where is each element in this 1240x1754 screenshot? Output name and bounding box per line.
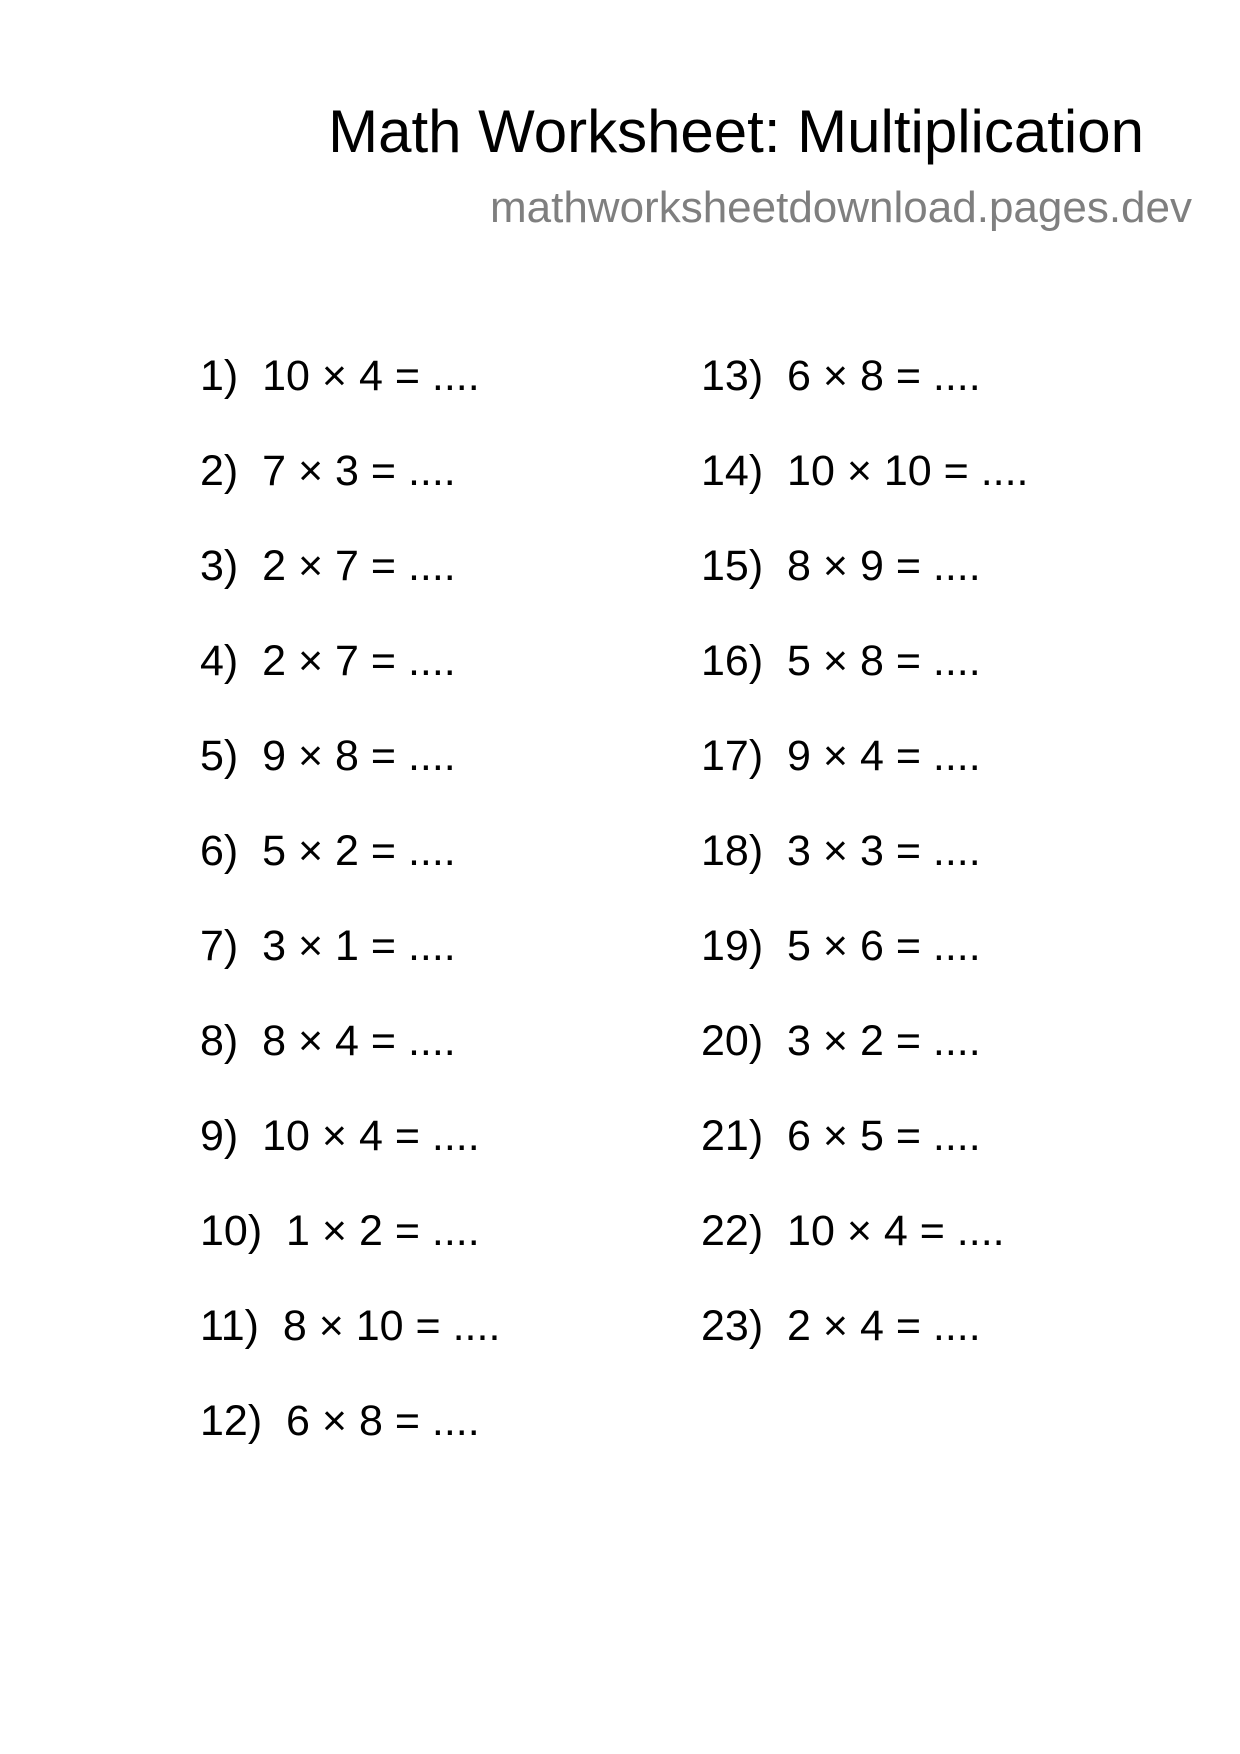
problem-item: 18) 3 × 3 = ....: [701, 827, 981, 875]
problem-item: 14) 10 × 10 = ....: [701, 447, 1029, 495]
problem-item: 3) 2 × 7 = ....: [200, 542, 456, 590]
problem-item: 4) 2 × 7 = ....: [200, 637, 456, 685]
problem-item: 8) 8 × 4 = ....: [200, 1017, 456, 1065]
problem-item: 16) 5 × 8 = ....: [701, 637, 981, 685]
problem-item: 9) 10 × 4 = ....: [200, 1112, 480, 1160]
problem-item: 11) 8 × 10 = ....: [200, 1302, 501, 1350]
problem-item: 12) 6 × 8 = ....: [200, 1397, 480, 1445]
website-url: mathworksheetdownload.pages.dev: [489, 183, 1192, 232]
problem-item: 6) 5 × 2 = ....: [200, 827, 456, 875]
problem-list-left: [200, 346, 500, 1486]
problem-item: 21) 6 × 5 = ....: [701, 1112, 981, 1160]
problem-item: 15) 8 × 9 = ....: [701, 542, 981, 590]
problem-item: 20) 3 × 2 = ....: [701, 1017, 981, 1065]
problem-item: 17) 9 × 4 = ....: [701, 732, 981, 780]
problem-item: 2) 7 × 3 = ....: [200, 447, 456, 495]
worksheet-title: Math Worksheet: Multiplication: [328, 98, 1144, 165]
problem-item: 7) 3 × 1 = ....: [200, 922, 456, 970]
problem-item: 22) 10 × 4 = ....: [701, 1207, 1005, 1255]
problem-item: 19) 5 × 6 = ....: [701, 922, 981, 970]
problem-item: 10) 1 × 2 = ....: [200, 1207, 480, 1255]
problem-item: 13) 6 × 8 = ....: [701, 352, 981, 400]
problem-item: 23) 2 × 4 = ....: [701, 1302, 981, 1350]
problem-item: 1) 10 × 4 = ....: [200, 352, 480, 400]
problem-item: 5) 9 × 8 = ....: [200, 732, 456, 780]
problem-list-right: [701, 346, 1029, 1391]
